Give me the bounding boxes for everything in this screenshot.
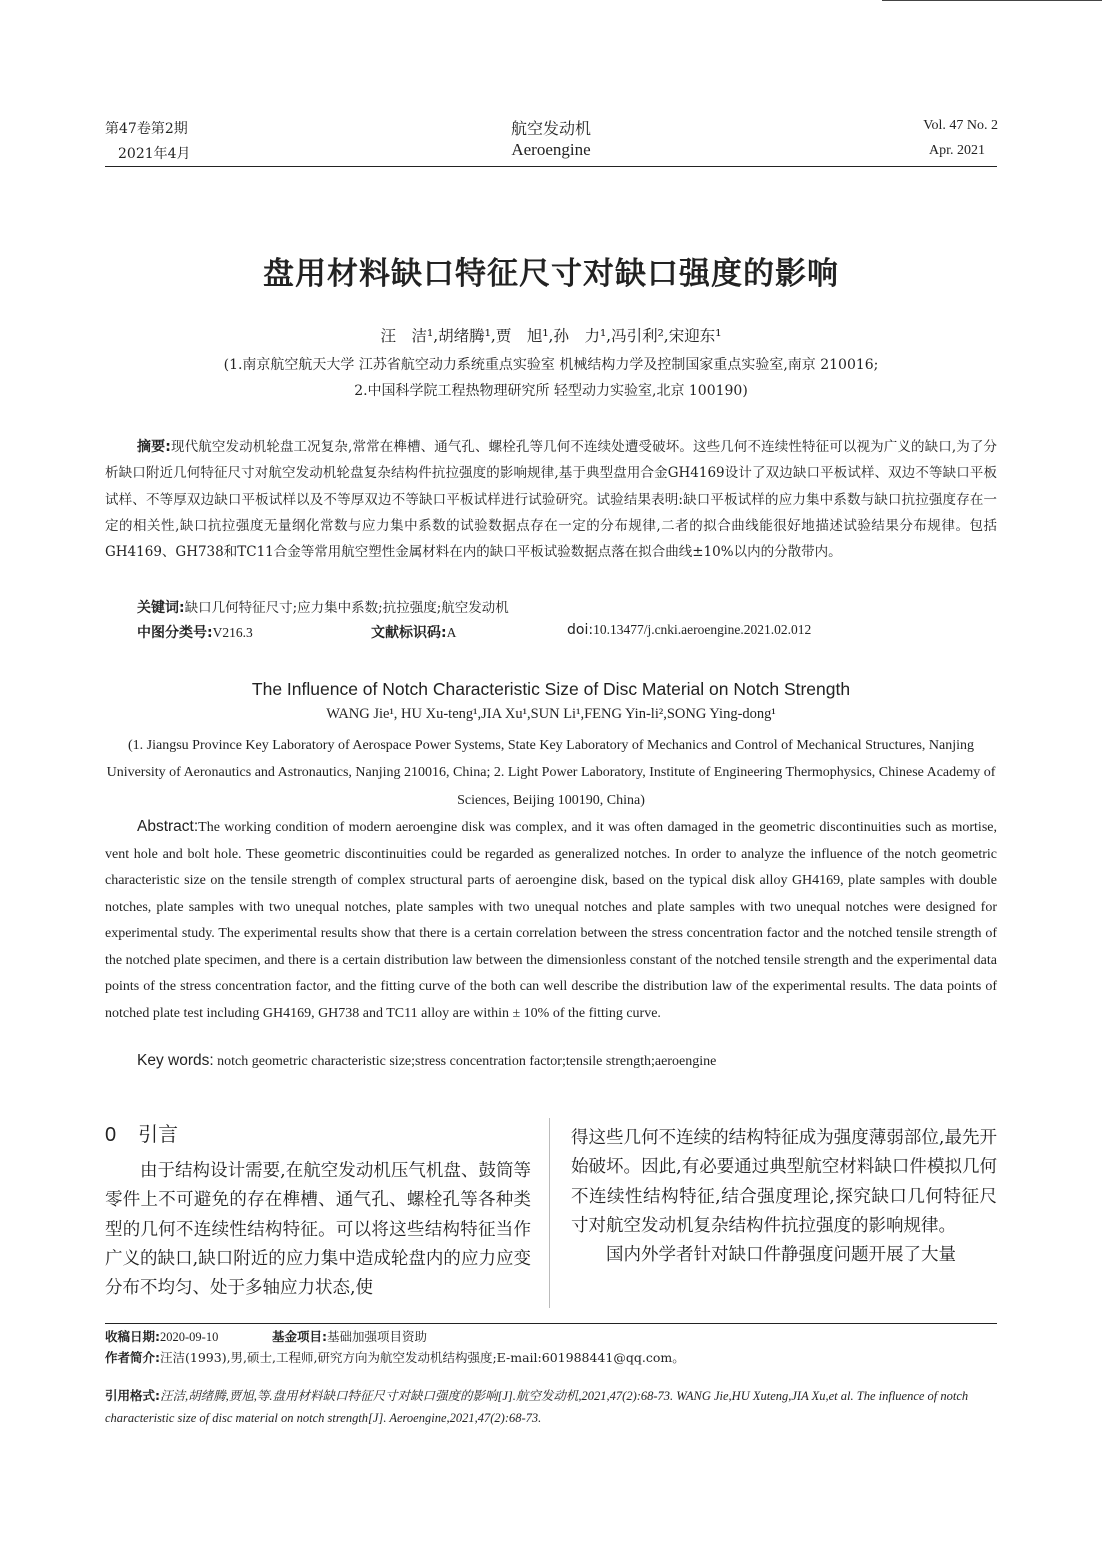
authors-cn: 汪 洁¹,胡绪腾¹,贾 旭¹,孙 力¹,冯引利²,宋迎东¹: [380, 327, 722, 345]
header-journal-en: Aeroengine: [511, 140, 591, 159]
fund-label: 基金项目:: [272, 1329, 327, 1344]
doc-code-label: 文献标识码:: [371, 625, 447, 641]
clc-value: V216.3: [212, 625, 253, 640]
keywords-en-label: Key words:: [137, 1052, 214, 1069]
author-bio: [105, 1348, 685, 1366]
header-volume-issue: 第47卷第2期: [105, 121, 188, 137]
received-value: 2020-09-10: [160, 1330, 219, 1344]
section-heading: [105, 1118, 178, 1147]
affiliation-cn-2: 2.中国科学院工程热物理研究所 轻型动力实验室,北京 100190): [354, 383, 748, 399]
page-corner-line: [882, 0, 1102, 1]
doi-label: doi:: [567, 622, 594, 638]
doi: [567, 622, 811, 638]
header-date-en: Apr. 2021: [929, 143, 985, 158]
citation-label: 引用格式:: [105, 1388, 160, 1403]
citation-text: 汪洁,胡绪腾,贾旭,等.盘用材料缺口特征尺寸对缺口强度的影响[J].航空发动机,2021,47(2):68-73. WANG Jie,HU Xuteng,JIA Xu,et al. The influence of notch characteristic size of disc material on notch strength[J]. Aeroengine,2021,47(2):68-73.: [105, 1389, 969, 1425]
abstract-en-text: The working condition of modern aeroengine disk was complex, and it was often damaged in the geometric discontinuities such as mortise, vent hole and bolt hole. These geometric discontinuities could be regarded as generalized notches. In order to analyze the influence of the notch geometric characteristic size on the tensile strength of complex structural parts of aeroengine disk, based on the typical disk alloy GH4169, plate samples with double notches, plate samples with two unequal notches, plate samples with two unequal notches and plate samples with two unequal notches were designed for experimental study. The experimental results show that there is a certain correlation between the stress concentration factor and the notched tensile strength of the notched plate specimen, and there is a certain distribution law between the dimensionless constant of the notched tensile strength and the experimental data points of the stress concentration factor, and the fitting curve of the both can well describe the distribution law of the experimental results. The data points of notched plate test including GH4169, GH738 and TC11 alloy are within ± 10% of the fitting curve.: [105, 820, 997, 1021]
abstract-en-label: Abstract:: [137, 818, 199, 835]
authors-en: WANG Jie¹, HU Xu-teng¹,JIA Xu¹,SUN Li¹,FENG Yin-li²,SONG Ying-dong¹: [326, 706, 776, 722]
doc-code-value: A: [446, 625, 457, 640]
header-vol-en: Vol. 47 No. 2: [923, 118, 998, 133]
affiliation-en: (1. Jiangsu Province Key Laboratory of Aerospace Power Systems, State Key Laboratory of Mechanics and Control of Mechanical Structures, Nanjing University of Aeronautics and Astronautics, Nanjing 210016, China; 2. Light Power Laboratory, Institute of Engineering Thermophysics, Chinese Academy of Sciences, Beijing 100190, China): [106, 738, 996, 808]
abstract-cn-label: 摘要:: [137, 439, 171, 455]
citation: [105, 1385, 997, 1429]
column-divider: [549, 1118, 550, 1308]
section-title: 引言: [138, 1122, 179, 1146]
intro-right-column: [571, 1124, 997, 1270]
doi-value: 10.13477/j.cnki.aeroengine.2021.02.012: [593, 622, 812, 637]
fund-value: 基础加强项目资助: [327, 1329, 428, 1344]
intro-right-paragraph-2: 国内外学者针对缺口件静强度问题开展了大量: [606, 1245, 956, 1266]
received-date: [105, 1327, 218, 1345]
keywords-cn: [137, 596, 509, 617]
classification-row: [137, 622, 253, 642]
clc-label: 中图分类号:: [137, 625, 213, 641]
keywords-cn-text: 缺口几何特征尺寸;应力集中系数;抗拉强度;航空发动机: [184, 600, 509, 616]
header-rule: [105, 166, 997, 167]
bio-value: 汪洁(1993),男,硕士,工程师,研究方向为航空发动机结构强度;E-mail:601988441@qq.com。: [160, 1350, 685, 1365]
affiliation-cn-1: (1.南京航空航天大学 江苏省航空动力系统重点实验室 机械结构力学及控制国家重点实验室,南京 210016;: [223, 357, 879, 373]
keywords-en-text: notch geometric characteristic size;stress concentration factor;tensile strength;aeroengine: [213, 1054, 717, 1069]
fund: [272, 1327, 427, 1345]
header-date-cn: 2021年4月: [118, 146, 191, 162]
section-number: 0: [105, 1124, 117, 1146]
keywords-cn-label: 关键词:: [137, 600, 185, 616]
abstract-en: [105, 814, 997, 1027]
intro-right-paragraph-1: 得这些几何不连续的结构特征成为强度薄弱部位,最先开始破坏。因此,有必要通过典型航空材料缺口件模拟几何不连续性结构特征,结合强度理论,探究缺口几何特征尺寸对航空发动机复杂结构件抗拉强度的影响规律。: [571, 1128, 997, 1236]
doc-code: [371, 622, 456, 642]
paper-title-en: The Influence of Notch Characteristic Size of Disc Material on Notch Strength: [251, 679, 851, 699]
received-label: 收稿日期:: [105, 1329, 160, 1344]
bio-label: 作者简介:: [105, 1350, 160, 1365]
footnote-rule: [105, 1323, 997, 1324]
header-journal-cn: 航空发动机: [510, 119, 591, 138]
intro-left-column: 由于结构设计需要,在航空发动机压气机盘、鼓筒等零件上不可避免的存在榫槽、通气孔、螺栓孔等各种类型的几何不连续性结构特征。可以将这些结构特征当作广义的缺口,缺口附近的应力集中造成轮盘内的应力应变分布不均匀、处于多轴应力状态,使: [105, 1161, 531, 1299]
keywords-en: [137, 1052, 716, 1070]
abstract-cn-text: 现代航空发动机轮盘工况复杂,常常在榫槽、通气孔、螺栓孔等几何不连续处遭受破坏。这些几何不连续性特征可以视为广义的缺口,为了分析缺口附近几何特征尺寸对航空发动机轮盘复杂结构件抗拉强度的影响规律,基于典型盘用合金GH4169设计了双边缺口平板试样、双边不等缺口平板试样、不等厚双边缺口平板试样以及不等厚双边不等缺口平板试样进行试验研究。试验结果表明:缺口平板试样的应力集中系数与缺口抗拉强度存在一定的相关性,缺口抗拉强度无量纲化常数与应力集中系数的试验数据点存在一定的分布规律,二者的拟合曲线能很好地描述试验结果分布规律。包括GH4169、GH738和TC11合金等常用航空塑性金属材料在内的缺口平板试验数据点落在拟合曲线±10%以内的分散带内。: [105, 439, 997, 561]
abstract-cn: [105, 434, 997, 565]
paper-title-cn: 盘用材料缺口特征尺寸对缺口强度的影响: [263, 256, 839, 292]
